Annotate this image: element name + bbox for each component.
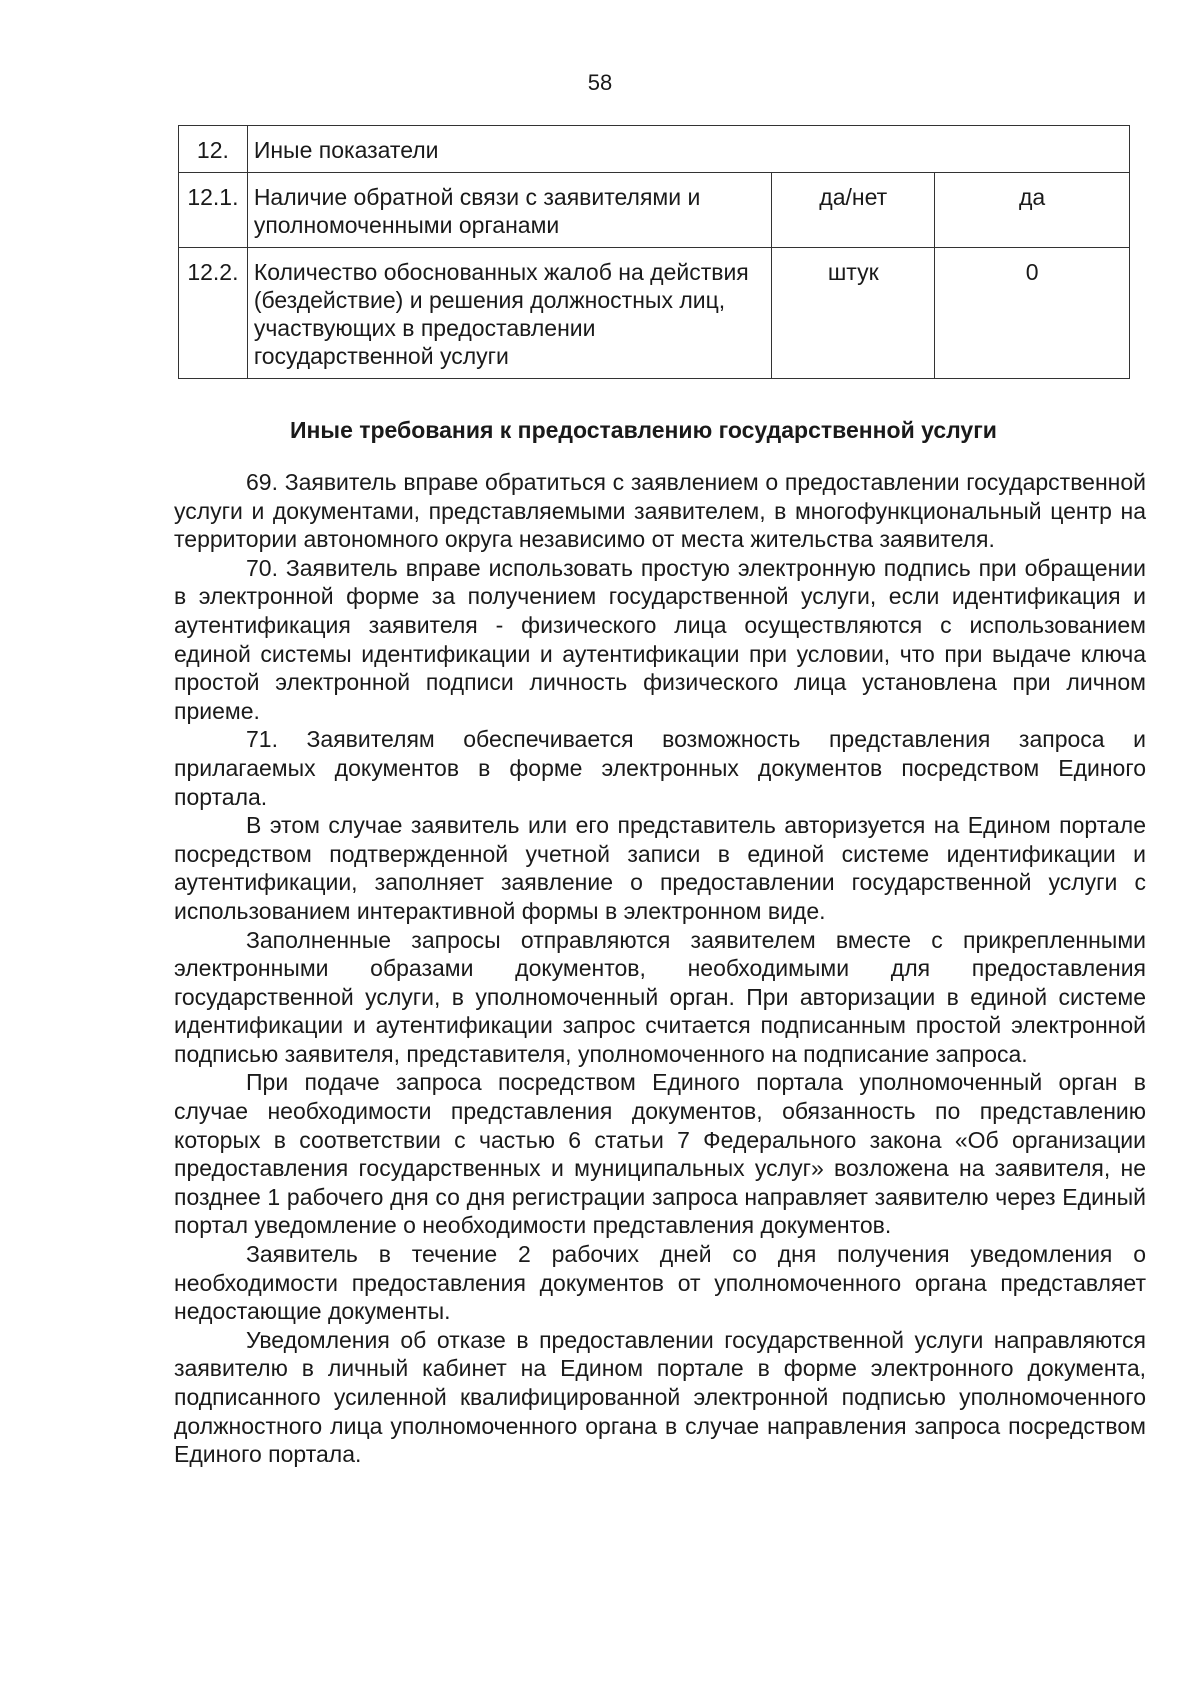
- paragraph: Уведомления об отказе в предоставлении государственной услуги направляются заявителю в личный кабинет на Едином портале в форме электронного документа, подписанного усиленной квалифицированной электронной подписью уполномоченного должностного лица уполномоченного органа в случае направления запроса посредством Единого портала.: [174, 1326, 1146, 1468]
- row-number: 12.: [179, 126, 248, 173]
- table-row: [179, 126, 1130, 173]
- row-unit: да/нет: [772, 173, 935, 248]
- body-text: [174, 468, 1146, 1469]
- row-description: Иные показатели: [247, 126, 1129, 173]
- table-row: [179, 173, 1130, 248]
- paragraph: В этом случае заявитель или его представитель авторизуется на Едином портале посредством подтвержденной учетной записи в единой системе идентификации и аутентификации, заполняет заявление о предоставлении государственной услуги с использованием интерактивной формы в электронном виде.: [174, 812, 1146, 924]
- row-description: Наличие обратной связи с заявителями и уполномоченными органами: [247, 173, 771, 248]
- row-number: 12.2.: [179, 248, 248, 379]
- row-description: Количество обоснованных жалоб на действия (бездействие) и решения должностных лиц, участвующих в предоставлении государственной услуги: [247, 248, 771, 379]
- indicators-table: [178, 125, 1130, 379]
- row-number: 12.1.: [179, 173, 248, 248]
- paragraph: При подаче запроса посредством Единого портала уполномоченный орган в случае необходимости представления документов, обязанность по представлению которых в соответствии с частью 6 статьи 7 Федерального закона «Об организации предоставления государственных и муниципальных услуг» возложена на заявителя, не позднее 1 рабочего дня со дня регистрации запроса направляет заявителю через Единый портал уведомление о необходимости представления документов.: [174, 1069, 1146, 1239]
- paragraph: Заполненные запросы отправляются заявителем вместе с прикрепленными электронными образами документов, необходимыми для предоставления государственной услуги, в уполномоченный орган. При авторизации в единой системе идентификации и аутентификации запрос считается подписанным простой электронной подписью заявителя, представителя, уполномоченного на подписание запроса.: [174, 926, 1146, 1067]
- paragraph: Заявитель в течение 2 рабочих дней со дня получения уведомления о необходимости предоставления документов от уполномоченного органа представляет недостающие документы.: [174, 1241, 1146, 1325]
- section-heading: Иные требования к предоставлению государственной услуги: [290, 417, 997, 443]
- paragraph: 69. Заявитель вправе обратиться с заявлением о предоставлении государственной услуги и документами, представляемыми заявителем, в многофункциональный центр на территории автономного округа независимо от места жительства заявителя.: [174, 469, 1146, 553]
- row-unit: штук: [772, 248, 935, 379]
- paragraph: 70. Заявитель вправе использовать простую электронную подпись при обращении в электронной форме за получением государственной услуги, если идентификация и аутентификация заявителя - физического лица осуществляются с использованием единой системы идентификации и аутентификации при условии, что при выдаче ключа простой электронной подписи личность физического лица установлена при личном приеме.: [174, 554, 1146, 724]
- row-value: да: [935, 173, 1130, 248]
- row-value: 0: [935, 248, 1130, 379]
- table-row: [179, 248, 1130, 379]
- paragraph: 71. Заявителям обеспечивается возможность представления запроса и прилагаемых документов в форме электронных документов посредством Единого портала.: [174, 726, 1146, 810]
- page-number: 58: [587, 70, 613, 95]
